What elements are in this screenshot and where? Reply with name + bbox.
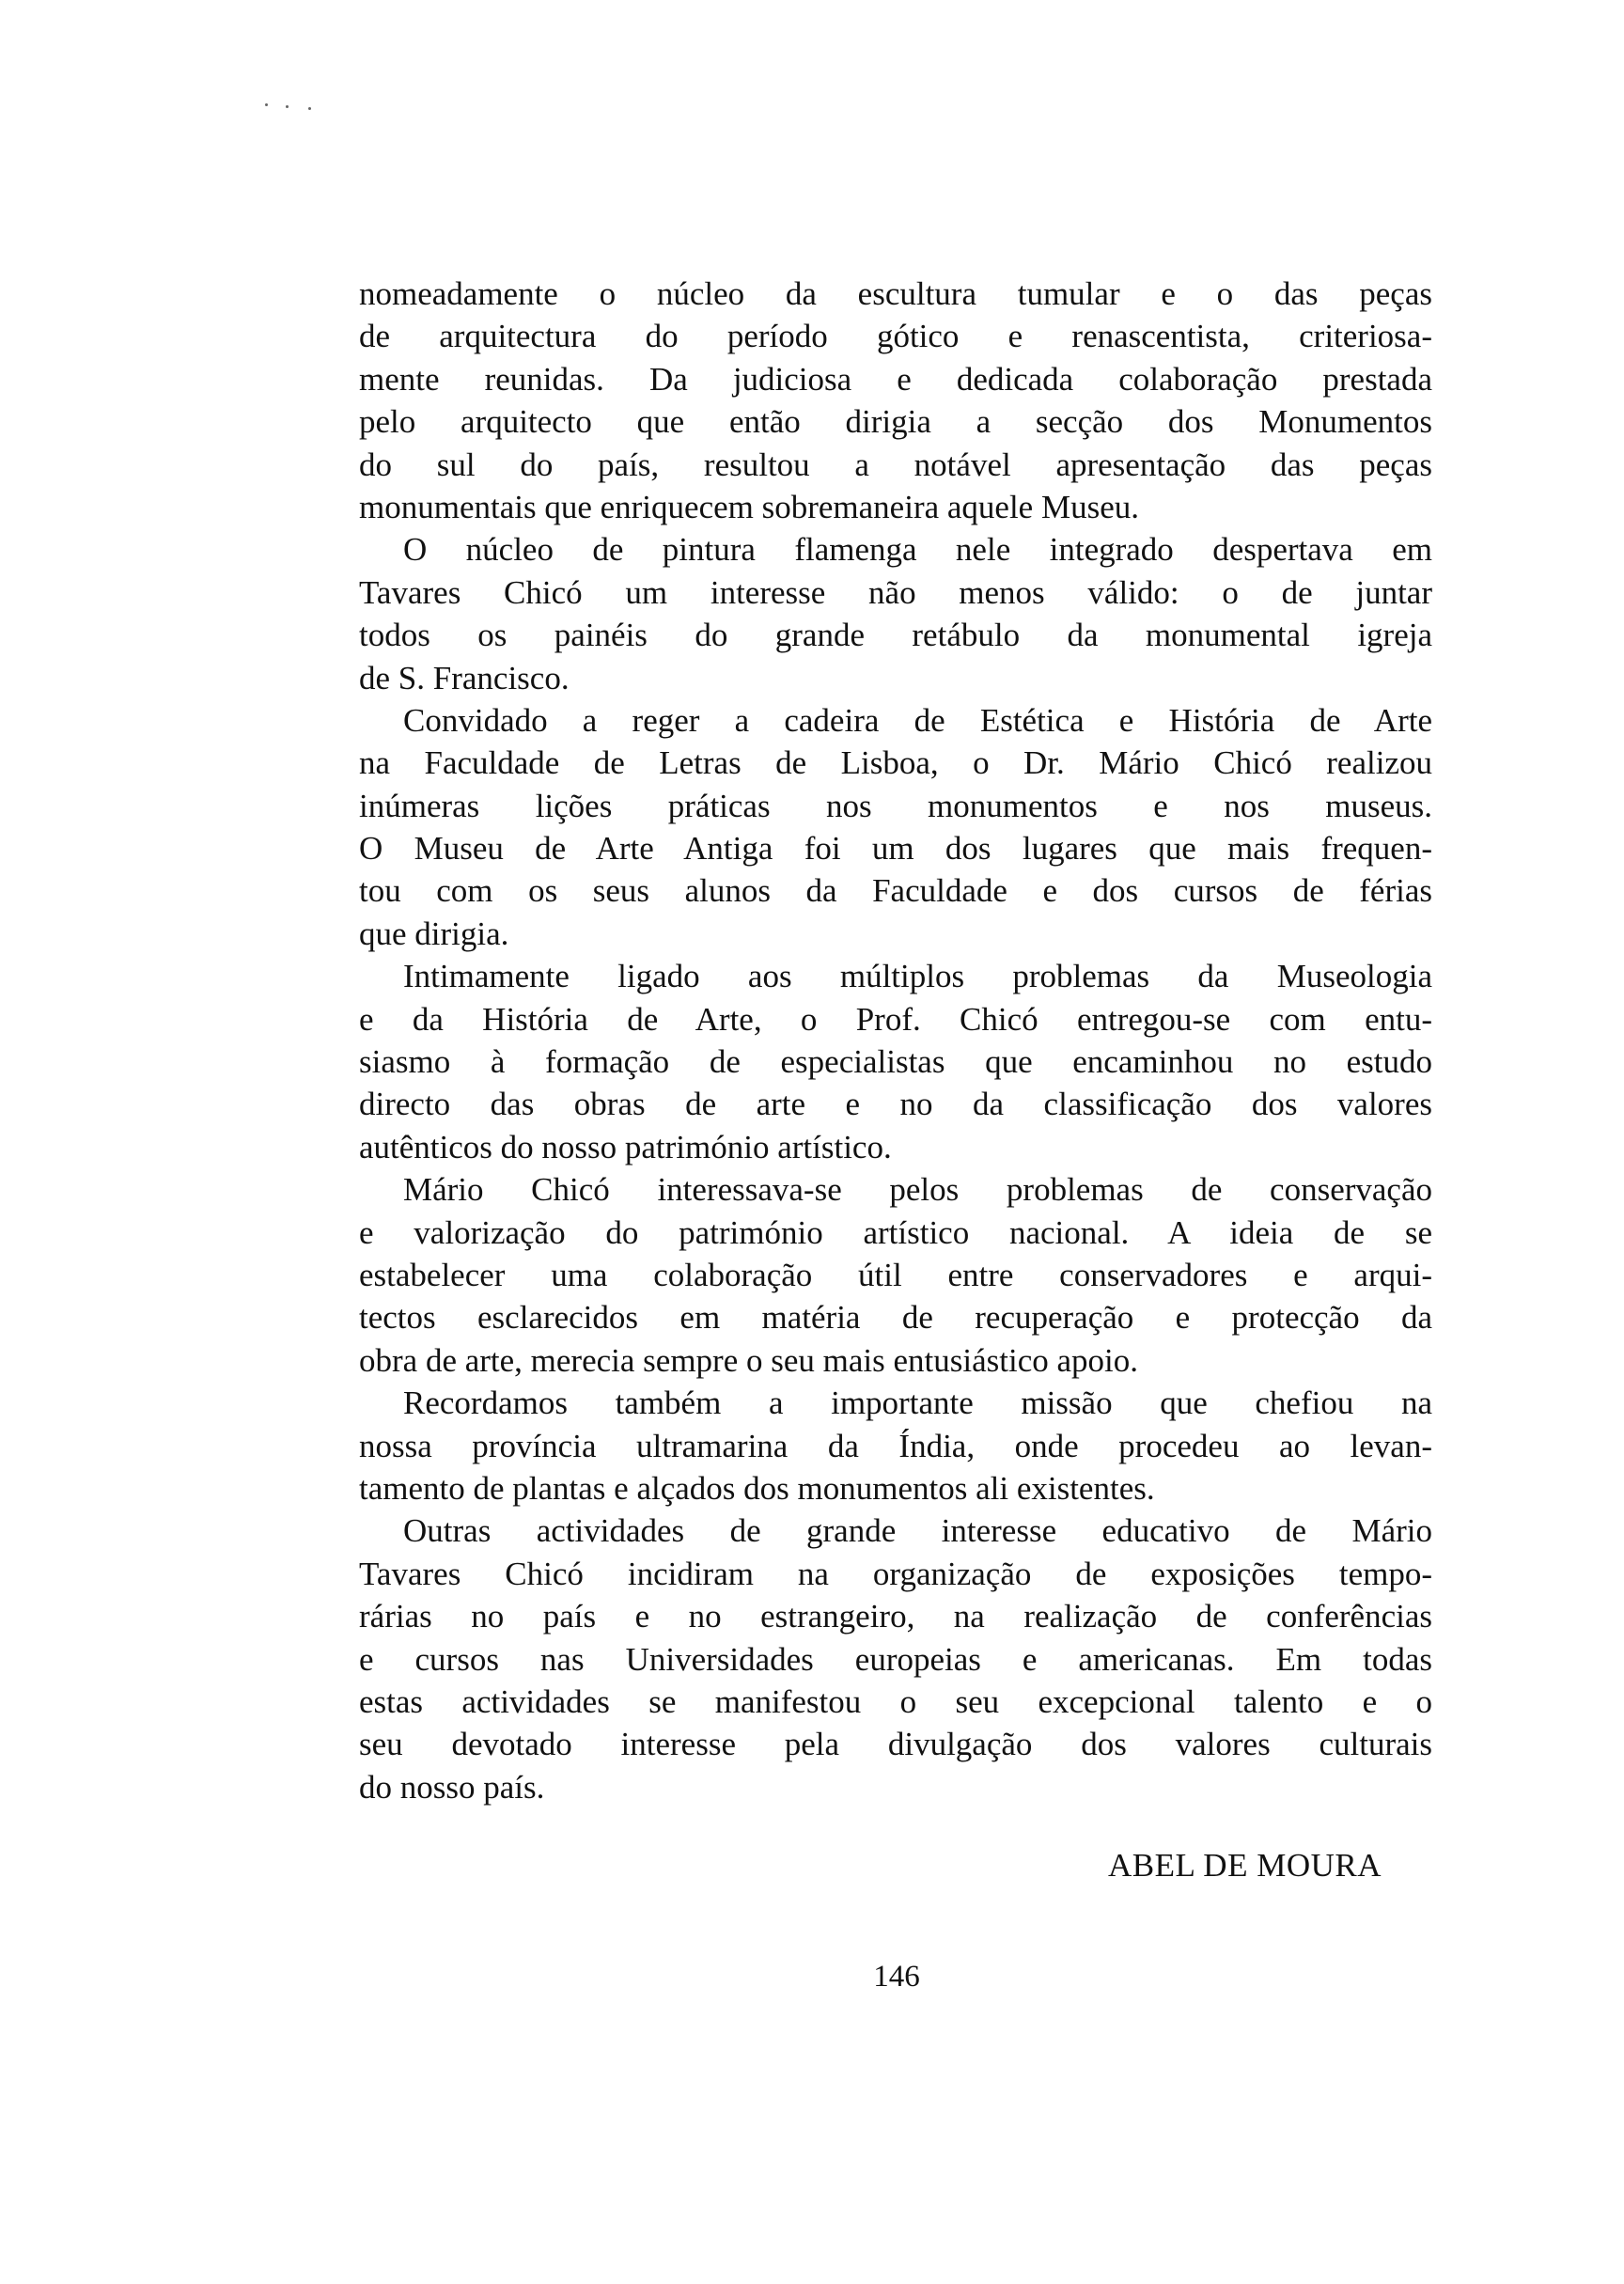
- text-line: Convidado a reger a cadeira de Estética e História de Arte: [403, 701, 1432, 739]
- paragraph: [359, 1382, 1432, 1510]
- text-line: estabelecer uma colaboração útil entre conservadores e arqui-: [359, 1256, 1432, 1293]
- text-line: Mário Chicó interessava-se pelos problemas de conservação: [403, 1171, 1432, 1209]
- article-body: [359, 273, 1432, 1808]
- text-line: nomeadamente o núcleo da escultura tumular e o das peças: [359, 275, 1432, 312]
- text-line: tamento de plantas e alçados dos monumentos ali existentes.: [359, 1469, 1155, 1507]
- text-line: na Faculdade de Letras de Lisboa, o Dr. Mário Chicó realizou: [359, 744, 1432, 782]
- text-line: e da História de Arte, o Prof. Chicó entregou-se com entu-: [359, 1000, 1432, 1038]
- text-line: tou com os seus alunos da Faculdade e dos cursos de férias: [359, 872, 1432, 910]
- paragraph: [359, 699, 1432, 955]
- text-line: obra de arte, merecia sempre o seu mais entusiástico apoio.: [359, 1341, 1138, 1379]
- text-line: nossa província ultramarina da Índia, onde procedeu ao levan-: [359, 1427, 1432, 1464]
- text-line: seu devotado interesse pela divulgação dos valores culturais: [359, 1726, 1432, 1763]
- paragraph: [359, 955, 1432, 1168]
- paragraph: [359, 1510, 1432, 1808]
- paragraph: [359, 1168, 1432, 1382]
- text-line: O Museu de Arte Antiga foi um dos lugares que mais frequen-: [359, 830, 1432, 868]
- text-line: e valorização do património artístico nacional. A ideia de se: [359, 1213, 1432, 1251]
- text-line: do sul do país, resultou a notável apresentação das peças: [359, 446, 1432, 483]
- text-line: rárias no país e no estrangeiro, na realização de conferências: [359, 1598, 1432, 1635]
- paragraph: [359, 528, 1432, 699]
- paragraph: [359, 273, 1432, 528]
- text-line: de arquitectura do período gótico e renascentista, criteriosa-: [359, 318, 1432, 355]
- text-line: tectos esclarecidos em matéria de recuperação e protecção da: [359, 1299, 1432, 1337]
- text-line: Recordamos também a importante missão que chefiou na: [403, 1384, 1432, 1422]
- text-line: que dirigia.: [359, 915, 509, 952]
- speck: [265, 103, 268, 106]
- text-line: Tavares Chicó incidiram na organização de exposições tempo-: [359, 1555, 1432, 1592]
- text-line: pelo arquitecto que então dirigia a secção dos Monumentos: [359, 403, 1432, 441]
- text-line: mente reunidas. Da judiciosa e dedicada colaboração prestada: [359, 360, 1432, 398]
- text-line: de S. Francisco.: [359, 659, 570, 696]
- text-line: Intimamente ligado aos múltiplos problemas da Museologia: [403, 958, 1432, 995]
- text-line: siasmo à formação de especialistas que encaminhou no estudo: [359, 1043, 1432, 1081]
- speck: [286, 105, 289, 108]
- text-line: e cursos nas Universidades europeias e americanas. Em todas: [359, 1640, 1432, 1678]
- page-number: 146: [873, 1960, 920, 1994]
- speck: [308, 107, 311, 110]
- text-line: inúmeras lições práticas nos monumentos e nos museus.: [359, 787, 1432, 824]
- text-line: do nosso país.: [359, 1768, 545, 1806]
- text-line: monumentais que enriquecem sobremaneira aquele Museu.: [359, 488, 1139, 525]
- text-line: autênticos do nosso património artístico.: [359, 1128, 892, 1165]
- text-line: estas actividades se manifestou o seu excepcional talento e o: [359, 1682, 1432, 1720]
- text-line: Tavares Chicó um interesse não menos válido: o de juntar: [359, 573, 1432, 611]
- scan-specks: [265, 102, 321, 111]
- text-line: directo das obras de arte e no da classificação dos valores: [359, 1086, 1432, 1123]
- author-signature: ABEL DE MOURA: [1107, 1847, 1382, 1884]
- text-line: todos os painéis do grande retábulo da monumental igreja: [359, 617, 1432, 654]
- text-line: Outras actividades de grande interesse educativo de Mário: [403, 1512, 1432, 1550]
- text-line: O núcleo de pintura flamenga nele integrado despertava em: [403, 531, 1432, 569]
